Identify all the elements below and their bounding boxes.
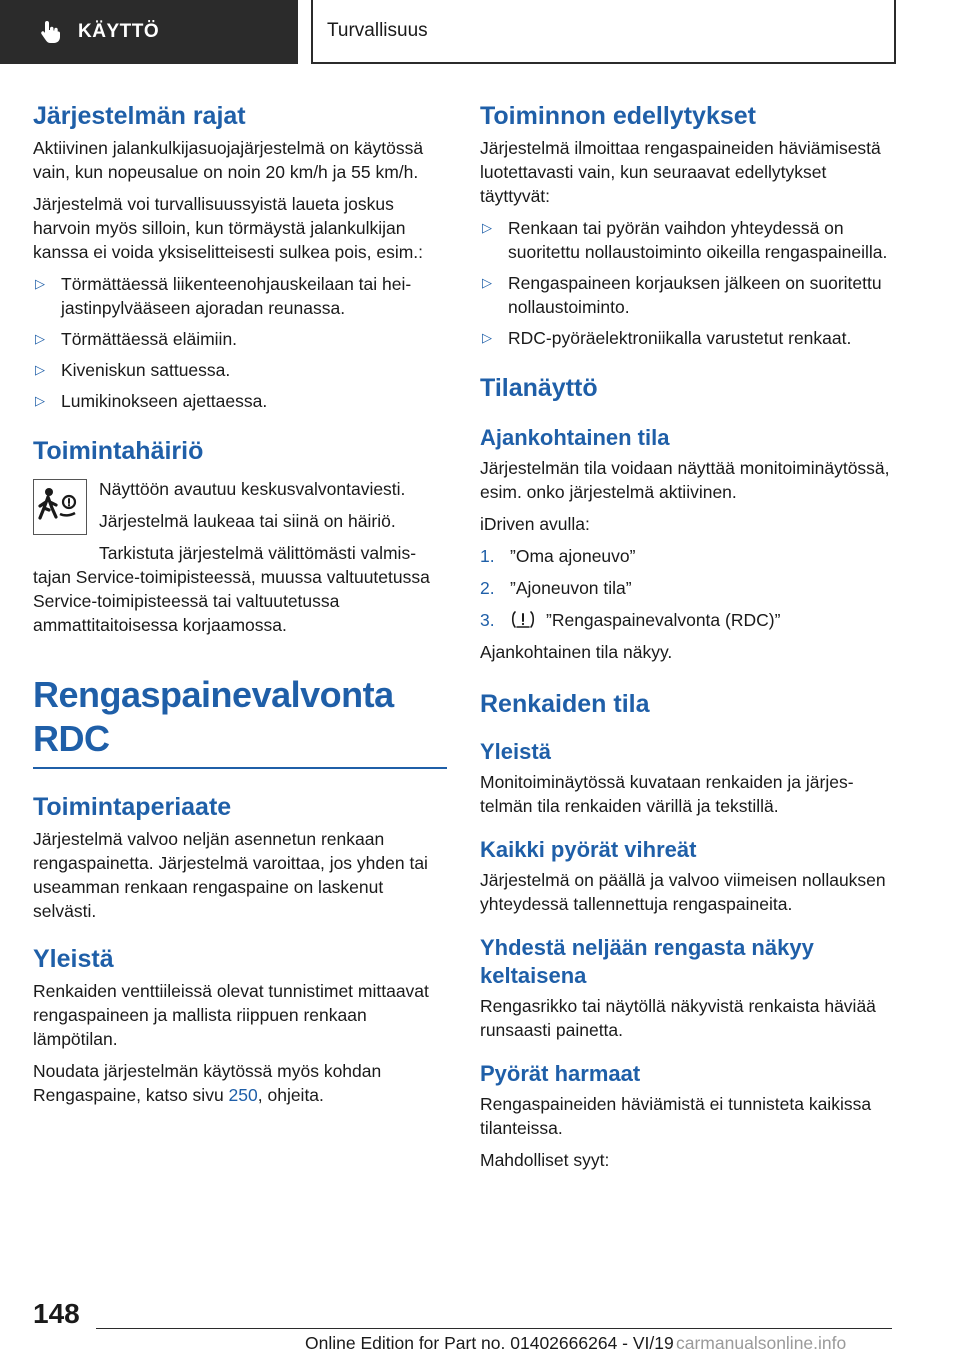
heading-yleista-right: Yleistä [480, 739, 551, 764]
heading-tilanaytto: Tilanäyttö [480, 374, 598, 402]
heading-keltainen: Yhdestä neljään rengasta näkyy keltaisena [480, 935, 814, 988]
idrive-steps [480, 544, 892, 632]
hairio-line-1: Näyttöön avautuu keskusvalvontaviesti. [99, 479, 406, 499]
heading-ajankohtainen: Ajankohtainen tila [480, 425, 670, 450]
heading-rajat: Järjestelmän rajat [33, 102, 246, 130]
heading-edellytykset: Toiminnon edellytykset [480, 102, 756, 130]
rajat-paragraph-2: Järjestelmä voi turvallisuussyistä laueta joskus harvoin myös silloin, kun törmäystä jalankulkijan kanssa ei voida yksiselitteisesti sulkea pois, esim.: [33, 194, 424, 262]
triangle-bullet-icon: ▷ [35, 362, 45, 377]
ajankohtainen-paragraph-1: Järjestelmän tila voidaan näyttää monitoiminäytössä, esim. onko järjestelmä aktiivinen. [480, 458, 890, 502]
harmaat-paragraph-1: Rengaspaineiden häviämistä ei tunnisteta kaikissa tilanteissa. [480, 1094, 872, 1138]
list-item: ▷ Renkaan tai pyörän vaihdon yhteydessä on suoritettu nollaustoiminto oikeilla rengaspaineilla. [482, 218, 888, 262]
left-column [33, 100, 447, 1107]
heading-renkaiden-tila: Renkaiden tila [480, 690, 650, 718]
header-chapter-tab [311, 0, 896, 64]
edellytykset-paragraph: Järjestelmä ilmoittaa rengaspaineiden häviämisestä luotettavasti vain, kun seuraavat edellytykset täyttyvät: [480, 138, 881, 206]
heading-harmaat: Pyörät harmaat [480, 1061, 641, 1086]
edellytykset-bullet-list [480, 216, 892, 350]
heading-vihreat: Kaikki pyörät vihreät [480, 837, 697, 862]
heading-yleista: Yleistä [33, 945, 114, 973]
yleista-paragraph-1: Renkaiden venttiileissä olevat tunnistimet mittaavat rengaspaineen ja mallista riippuen renkaan lämpötilan. [33, 981, 429, 1049]
list-item: ▷ Kiveniskun sattuessa. [35, 360, 231, 380]
hairio-paragraph: Tarkistuta järjestelmä välittömästi valmistajan Service-toimipisteessä, muussa valtuutetussa Service-toimipisteessä tai valtuutetussa ammattitaitoisessa korjaamossa. [33, 543, 430, 635]
heading-hairio: Toimintahäiriö [33, 437, 204, 465]
page-number: 148 [33, 1298, 80, 1329]
triangle-bullet-icon: ▷ [482, 275, 492, 290]
list-item: 2. ”Ajoneuvon tila” [480, 578, 632, 598]
hand-pointer-icon [36, 18, 64, 46]
header-section-tab [0, 0, 298, 64]
yleista-right-paragraph: Monitoiminäytössä kuvataan renkaiden ja järjestelmän tila renkaiden värillä ja tekstillä. [480, 772, 854, 816]
section-title: KÄYTTÖ [78, 21, 160, 42]
list-item: 1. ”Oma ajoneuvo” [480, 546, 636, 566]
periaate-paragraph: Järjestelmä valvoo neljän asennetun renkaan rengaspainetta. Järjestelmä varoittaa, jos yhden tai useamman renkaan rengaspaine on laskenut selvästi. [33, 829, 428, 921]
rajat-paragraph-1: Aktiivinen jalankulkijasuojajärjestelmä on käytössä vain, kun nopeusalue on noin 20 km/h ja 55 km/h. [33, 138, 424, 182]
harmaat-paragraph-2: Mahdolliset syyt: [480, 1150, 610, 1170]
page-link[interactable]: 250 [228, 1085, 258, 1105]
pedestrian-warning-icon [33, 479, 87, 535]
right-column [480, 100, 892, 1172]
rajat-bullet-list [33, 272, 447, 413]
ajankohtainen-paragraph-3: Ajankohtainen tila näkyy. [480, 642, 673, 662]
triangle-bullet-icon: ▷ [35, 331, 45, 346]
list-item: ▷ Törmättäessä liikenteenohjauskeilaan tai heijastinpylvääseen ajoradan reunassa. [35, 274, 412, 318]
list-item: ▷ Rengaspaineen korjauksen jälkeen on suoritettu nollaustoiminto. [482, 273, 882, 317]
hairio-line-2: Järjestelmä laukeaa tai siinä on häiriö. [99, 511, 396, 531]
heading-rdc: Rengaspainevalvonta RDC [33, 674, 394, 759]
keltainen-paragraph: Rengasrikko tai näytöllä näkyvistä renkaista häviää runsaasti painetta. [480, 996, 876, 1040]
chapter-title: Turvallisuus [327, 20, 428, 41]
watermark: carmanualsonline.info [676, 1333, 847, 1353]
list-item: ▷ RDC-pyöräelektroniikalla varustetut renkaat. [482, 328, 852, 348]
yleista-paragraph-2: Noudata järjestelmän käytössä myös kohdan Rengaspaine, katso sivu 250, ohjeita. [33, 1061, 382, 1105]
triangle-bullet-icon: ▷ [482, 220, 492, 235]
hairio-block [33, 477, 447, 637]
triangle-bullet-icon: ▷ [35, 276, 45, 291]
list-item: ▷ Törmättäessä eläimiin. [35, 329, 238, 349]
footer-edition: Online Edition for Part no. 01402666264 - VI/19 [305, 1333, 674, 1353]
triangle-bullet-icon: ▷ [482, 330, 492, 345]
triangle-bullet-icon: ▷ [35, 393, 45, 408]
heading-periaate: Toimintaperiaate [33, 793, 232, 821]
ajankohtainen-paragraph-2: iDriven avulla: [480, 514, 590, 534]
footer-rule [96, 1328, 892, 1329]
heading-rule [33, 767, 447, 769]
list-item: ▷ Lumikinokseen ajettaessa. [35, 391, 268, 411]
list-item: 3. ”Rengaspainevalvonta (RDC)” [480, 610, 781, 630]
vihreat-paragraph: Järjestelmä on päällä ja valvoo viimeisen nollauksen yhteydessä tallennettuja rengaspaineita. [480, 870, 886, 914]
tire-pressure-icon [510, 609, 536, 631]
